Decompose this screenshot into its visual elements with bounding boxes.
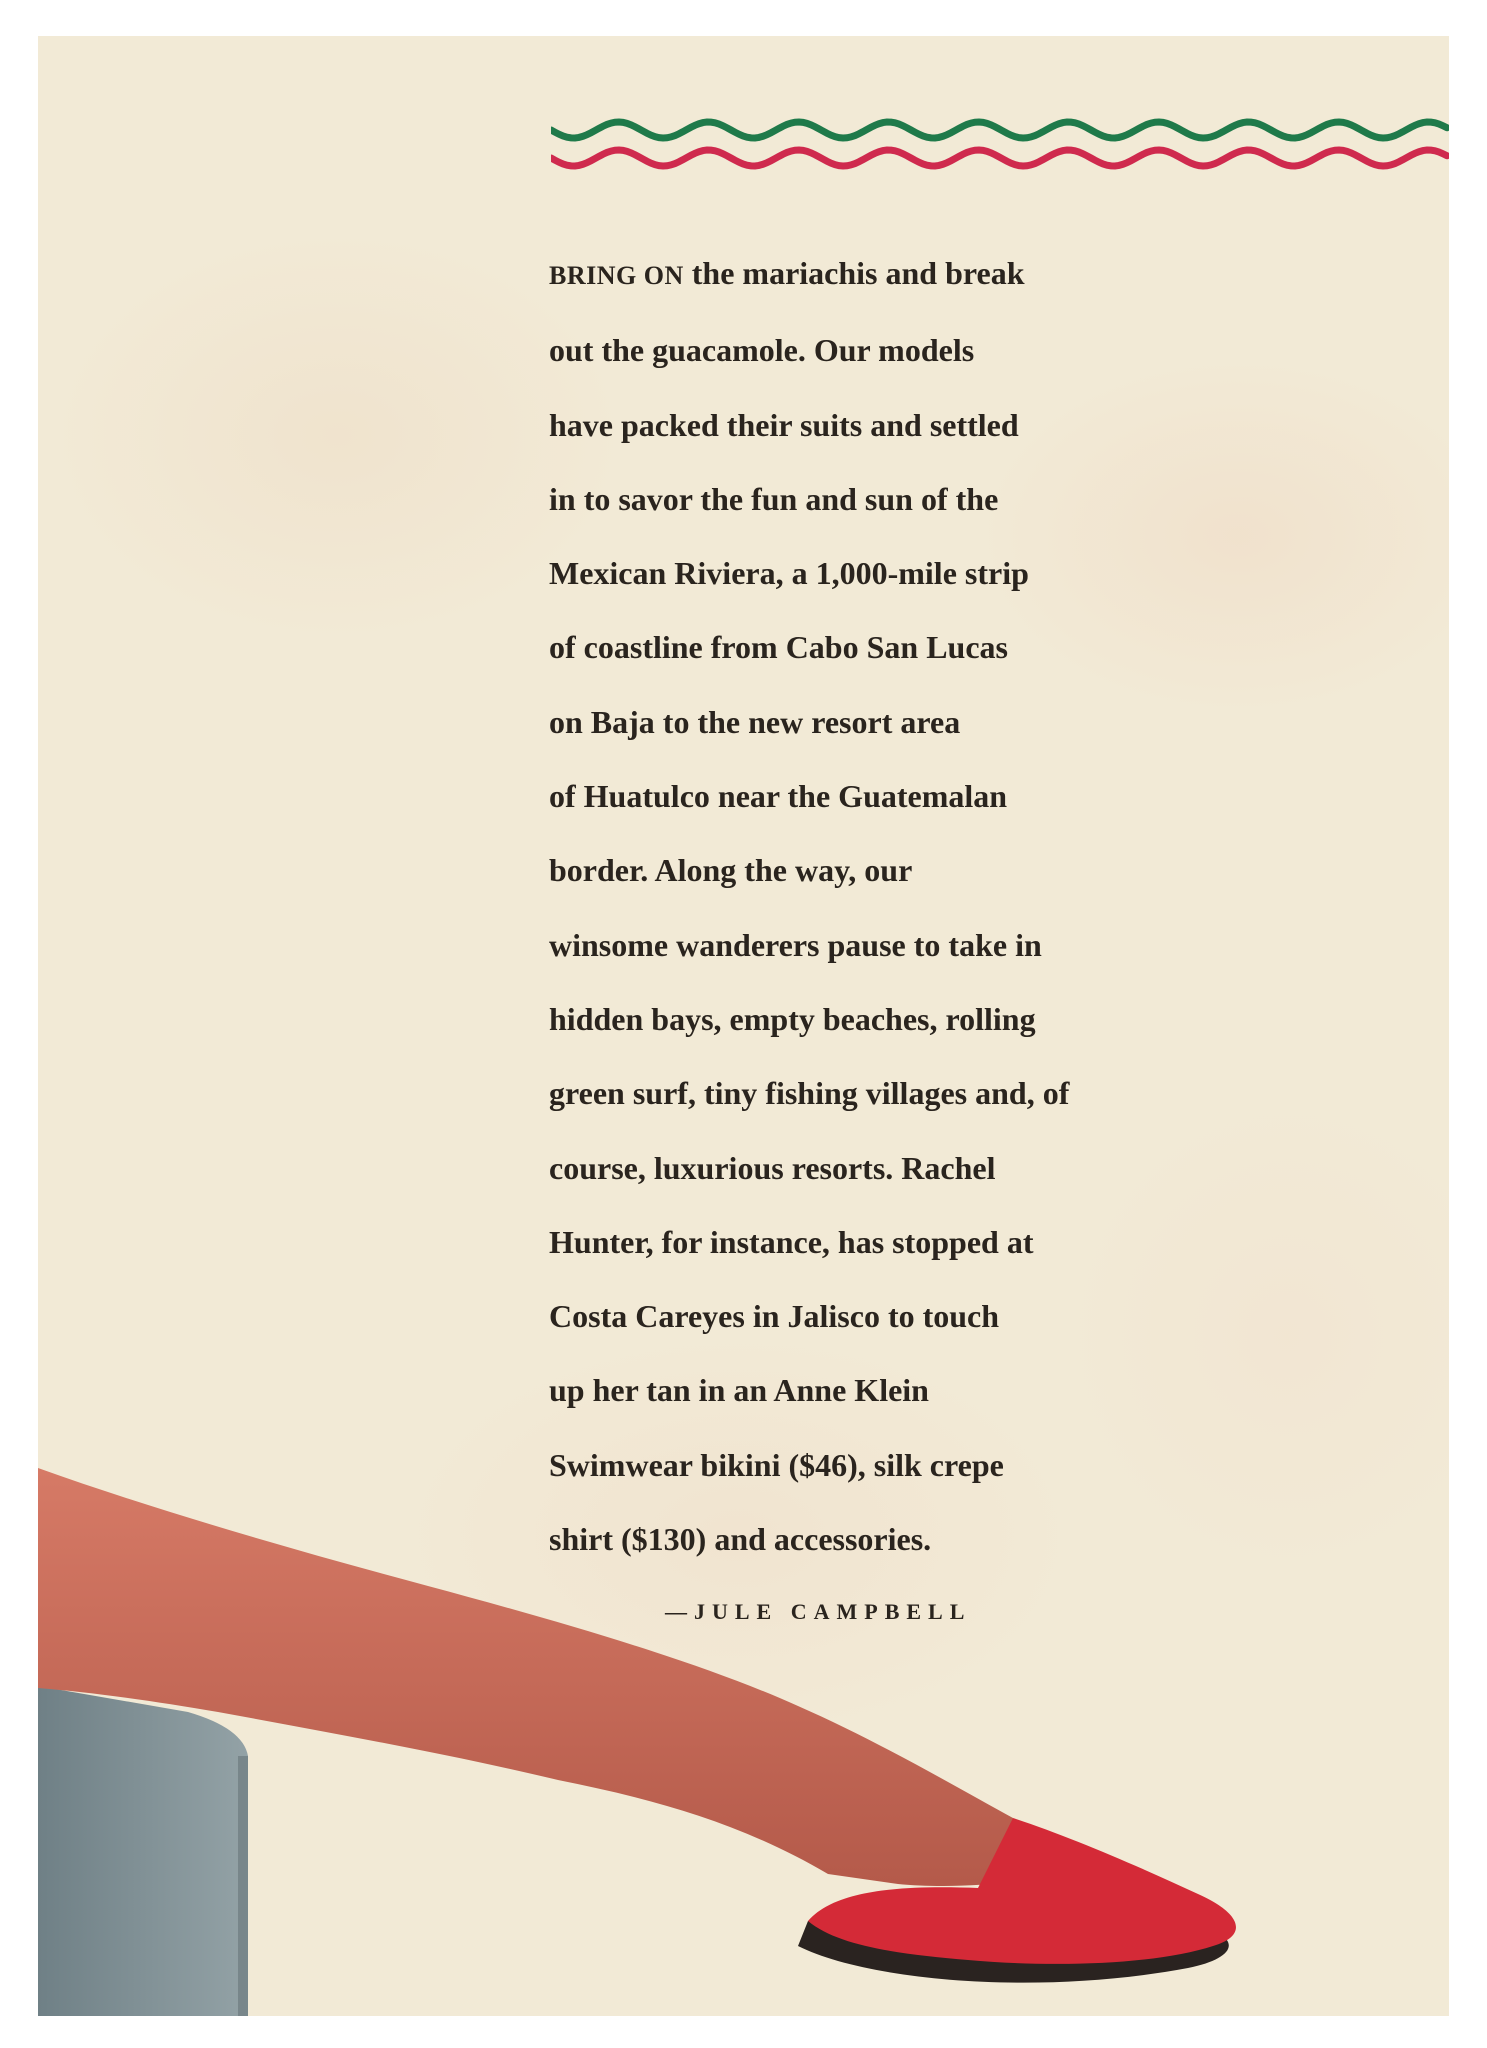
body-line: Hunter, for instance, has stopped at (549, 1223, 1034, 1260)
decorative-wave-lines (551, 104, 1449, 174)
body-line: green surf, tiny fishing villages and, of (549, 1075, 1070, 1112)
body-line: up her tan in an Anne Klein (549, 1372, 929, 1409)
body-line: Swimwear bikini ($46), silk crepe (549, 1446, 1004, 1483)
body-line: in to savor the fun and sun of the (549, 480, 999, 517)
magazine-page (38, 36, 1449, 2016)
body-line: Costa Careyes in Jalisco to touch (549, 1298, 1000, 1335)
author-byline: —JULE CAMPBELL (665, 1599, 972, 1624)
body-line: Mexican Riviera, a 1,000-mile strip (549, 555, 1029, 592)
body-line: of coastline from Cabo San Lucas (549, 629, 1008, 666)
body-line: border. Along the way, our (549, 852, 913, 889)
article-body (549, 236, 1149, 1576)
body-line: course, luxurious resorts. Rachel (549, 1149, 996, 1186)
body-line: winsome wanderers pause to take in (549, 926, 1042, 963)
concrete-ledge (38, 1686, 248, 2016)
body-line: out the guacamole. Our models (549, 332, 975, 369)
body-line: have packed their suits and settled (549, 406, 1019, 443)
red-wave-line (551, 150, 1447, 166)
leg-and-slipper-photo (38, 1416, 1449, 2016)
body-line: the mariachis and break (683, 255, 1025, 291)
body-line: hidden bays, empty beaches, rolling (549, 1000, 1036, 1037)
body-line: shirt ($130) and accessories. (549, 1521, 932, 1558)
body-line: of Huatulco near the Guatemalan (549, 778, 1008, 815)
green-wave-line (551, 122, 1447, 138)
body-line: on Baja to the new resort area (549, 703, 961, 740)
lead-in-caps: BRING ON (549, 261, 684, 290)
